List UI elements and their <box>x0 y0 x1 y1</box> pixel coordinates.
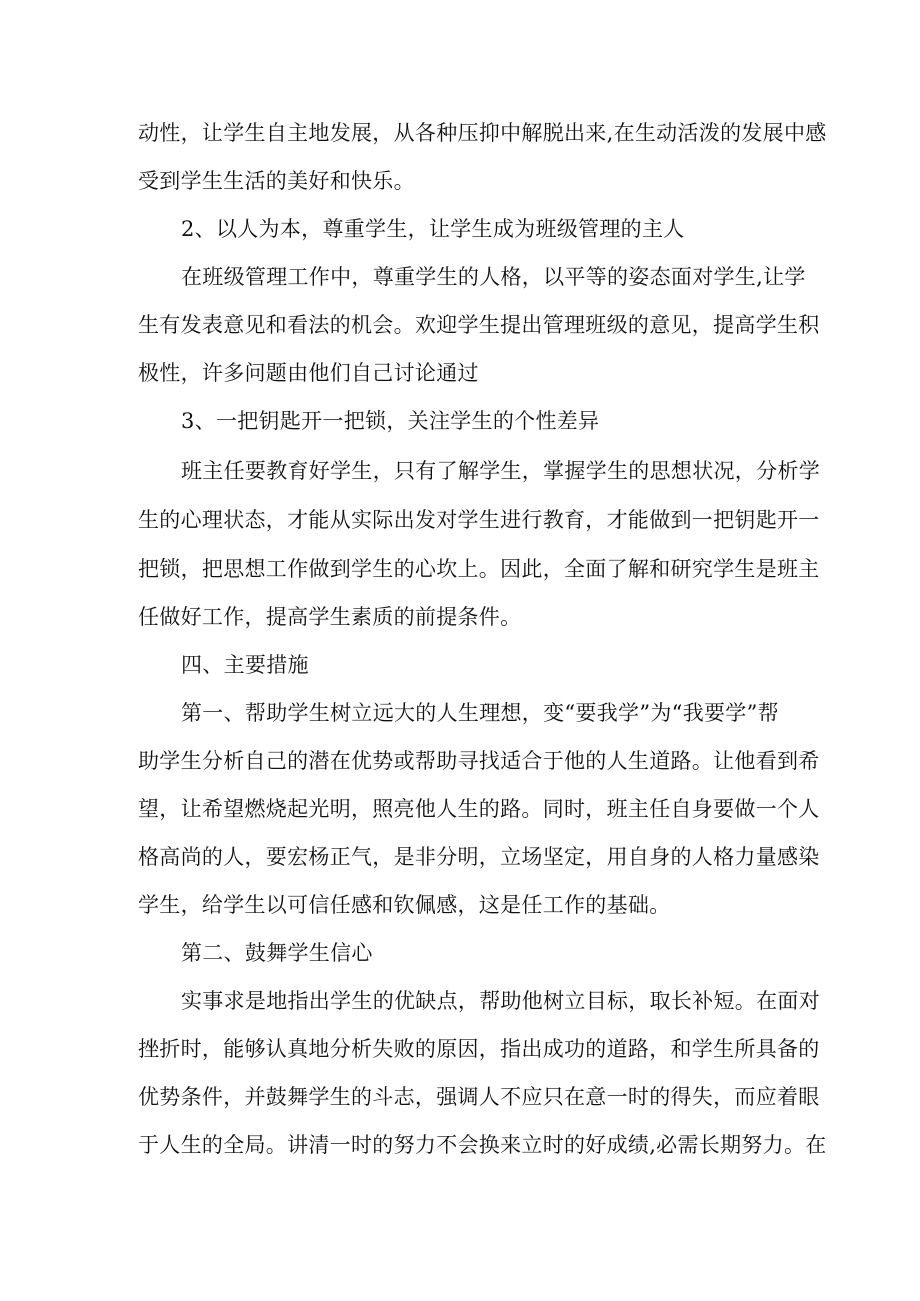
section-heading: 四、主要措施 <box>181 653 309 677</box>
text-line: 望，让希望燃烧起光明，照亮他人生的路。同时，班主任自身要做一个人 <box>138 797 820 821</box>
text-line: 极性，许多问题由他们自己讨论通过 <box>138 361 479 385</box>
text-line: 实事求是地指出学生的优缺点，帮助他树立目标，取长补短。在面对 <box>181 989 820 1013</box>
text-line: 于人生的全局。讲清一时的努力不会换来立时的好成绩,必需长期努力。在 <box>138 1133 827 1157</box>
text-line: 助学生分析自己的潜在优势或帮助寻找适合于他的人生道路。让他看到希 <box>138 749 820 773</box>
text-line: 在班级管理工作中，尊重学生的人格，以平等的姿态面对学生,让学 <box>181 265 806 289</box>
text-line: 生有发表意见和看法的机会。欢迎学生提出管理班级的意见，提高学生积 <box>138 313 820 337</box>
text-line: 把锁，把思想工作做到学生的心坎上。因此，全面了解和研究学生是班主 <box>138 557 820 581</box>
text-line: 受到学生生活的美好和快乐。 <box>138 169 415 193</box>
text-line: 挫折时，能够认真地分析失败的原因，指出成功的道路，和学生所具备的 <box>138 1037 820 1061</box>
text-line: 任做好工作，提高学生素质的前提条件。 <box>138 605 522 629</box>
text-line: 格高尚的人，要宏杨正气，是非分明，立场坚定，用自身的人格力量感染 <box>138 845 820 869</box>
section-heading: 第二、鼓舞学生信心 <box>181 941 373 965</box>
section-heading: 2、以人为本，尊重学生，让学生成为班级管理的主人 <box>181 217 685 241</box>
text-line: 优势条件，并鼓舞学生的斗志，强调人不应只在意一时的得失，而应着眼 <box>138 1085 820 1109</box>
section-heading: 3、一把钥匙开一把锁，关注学生的个性差异 <box>181 409 600 433</box>
text-line: 动性，让学生自主地发展，从各种压抑中解脱出来,在生动活泼的发展中感 <box>138 121 827 145</box>
text-line: 第一、帮助学生树立远大的人生理想，变“要我学”为“我要学”帮 <box>181 701 779 725</box>
text-line: 班主任要教育好学生，只有了解学生，掌握学生的思想状况，分析学 <box>181 459 820 483</box>
text-line: 生的心理状态，才能从实际出发对学生进行教育，才能做到一把钥匙开一 <box>138 508 820 532</box>
text-line: 学生，给学生以可信任感和钦佩感，这是任工作的基础。 <box>138 893 671 917</box>
